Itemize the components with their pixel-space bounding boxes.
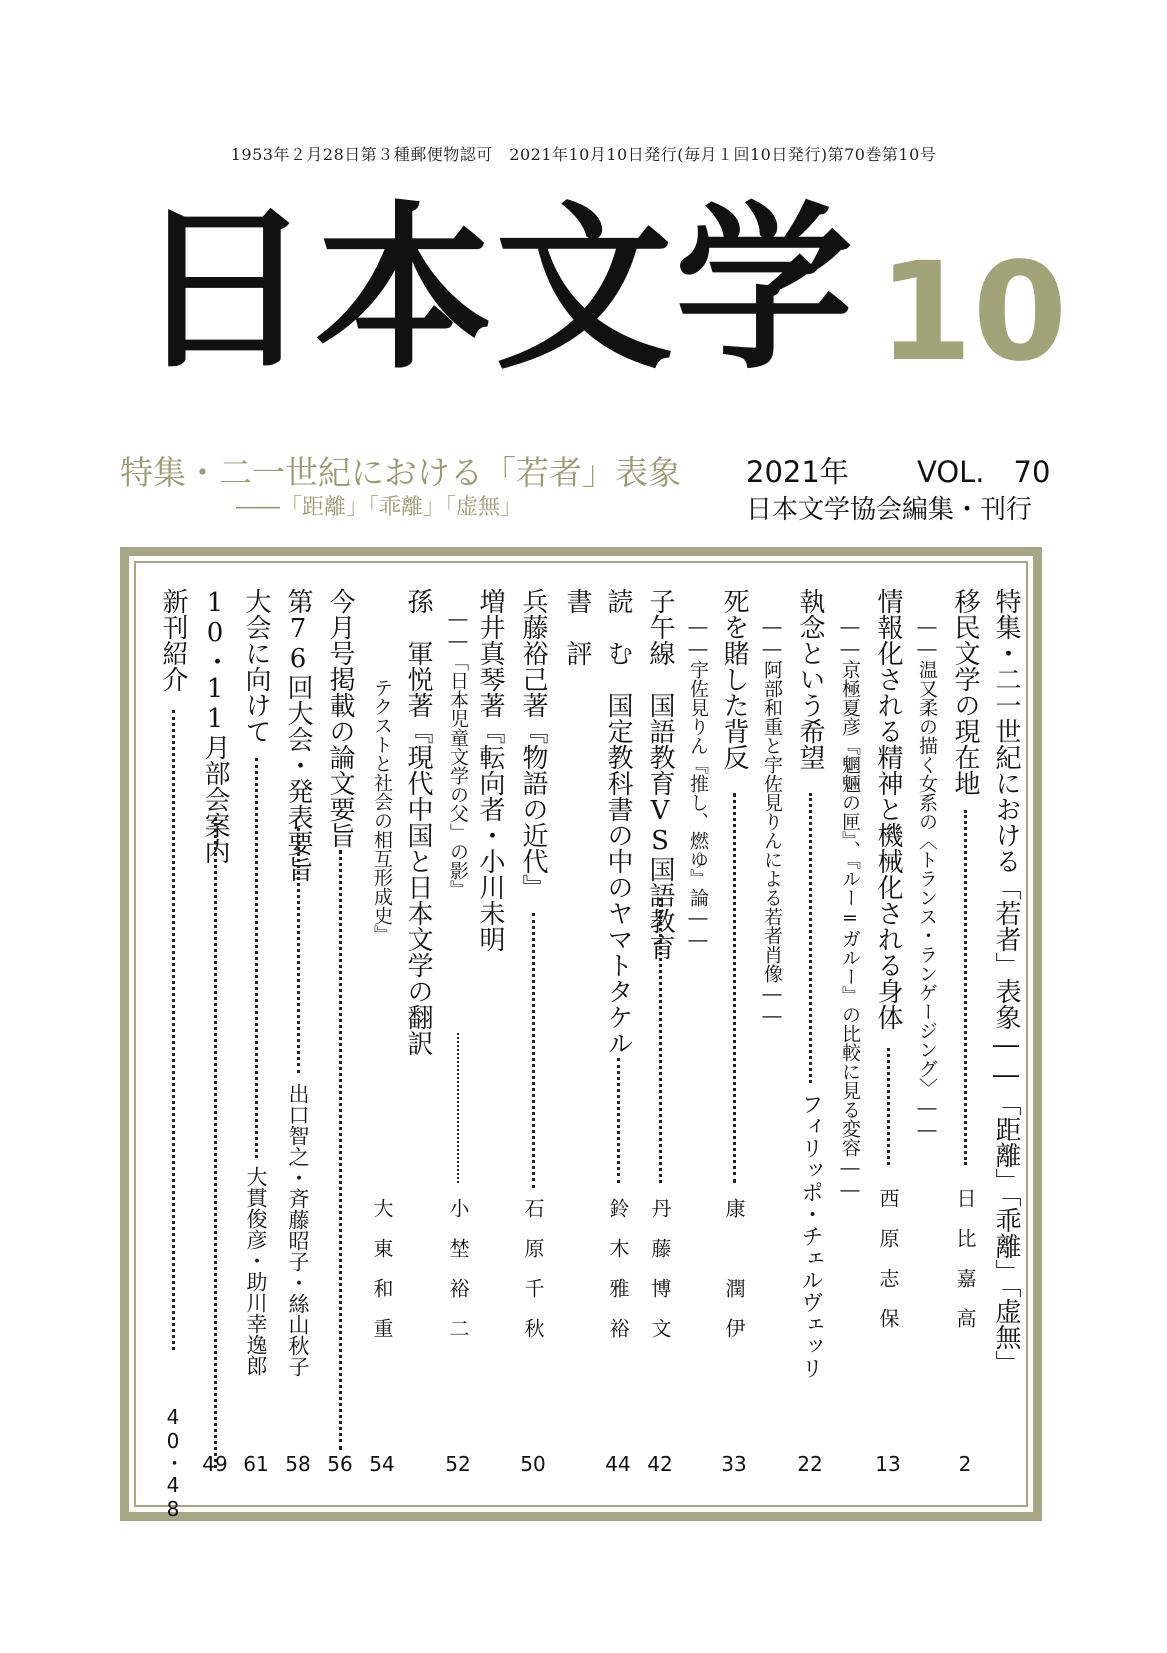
- toc-entry-author: 出口智之・斉藤昭子・絲山秋子: [286, 1083, 310, 1377]
- toc-entry-subtitle-text: ――「日本児童文学の父」の影』: [447, 608, 469, 899]
- toc-entry-subtitle-text: ――宇佐見りん『推し、燃ゆ』論――: [687, 616, 709, 951]
- toc-entry-author: 日 比 嘉 高: [953, 1188, 977, 1328]
- toc-entry-page: 44: [605, 1452, 631, 1476]
- toc-entry-author: 小 埜 裕 二: [446, 1198, 470, 1338]
- leader-dots: [532, 913, 535, 1188]
- toc-entry-page: 13: [875, 1452, 901, 1476]
- toc-entry[interactable]: [598, 588, 638, 1478]
- toc-entry-subtitle-text: ――阿部和重と宇佐見りんによる若者肖像――: [761, 616, 783, 1027]
- journal-title: 日本文学: [135, 184, 855, 393]
- toc-entry-title: 新刊紹介: [158, 588, 188, 692]
- leader-dots: [172, 710, 175, 1350]
- toc-entry-page: [153, 1405, 193, 1525]
- publication-year: 2021年: [746, 455, 849, 489]
- toc-section-title: 書 評: [562, 588, 592, 666]
- toc-entry-title: 特集・二一世紀における「若者」表象――「距離」「乖離」「虚無」: [991, 588, 1021, 1376]
- toc-entry-page: 58: [285, 1452, 311, 1476]
- toc-entry-subtitle: [752, 588, 792, 1478]
- toc-entry-author: 康 潤 伊: [722, 1198, 746, 1338]
- toc-entry-page: 61: [243, 1452, 269, 1476]
- leader-dots: [809, 793, 812, 1083]
- toc-entry-author: 丹 藤 博 文: [648, 1198, 672, 1338]
- leader-dots: [255, 758, 258, 1158]
- toc-entry[interactable]: [153, 588, 193, 1478]
- toc-entry-title: 大会に向けて: [241, 588, 271, 744]
- issue-number: 10: [878, 234, 1068, 392]
- toc-entry-title: 移民文学の現在地: [950, 588, 980, 796]
- toc-entry-title: 増井真琴著『転向者・小川未明: [475, 588, 505, 952]
- toc-entry-page: 49: [202, 1452, 228, 1476]
- toc-entry[interactable]: [195, 588, 235, 1478]
- feature-title: 特集・二一世紀における「若者」表象: [120, 453, 681, 492]
- toc-entry-author: 石 原 千 秋: [521, 1198, 545, 1338]
- volume-number: VOL. 70: [917, 455, 1051, 489]
- toc-entry-title: 読 む 国定教科書の中のヤマトタケル: [603, 588, 633, 1056]
- toc-entry-title: 死を賭した背反: [719, 588, 749, 770]
- toc-entry-page: 33: [721, 1452, 747, 1476]
- toc-entry-subtitle: [678, 588, 718, 1478]
- leader-dots: [964, 810, 967, 1165]
- toc-entry[interactable]: [714, 588, 754, 1478]
- toc-entry-title: 子午線 国語教育VS国語教育: [645, 588, 675, 960]
- toc-entry-subtitle: [907, 588, 947, 1478]
- toc-entry-subtitle-text: ――京極夏彦『魍魎の匣』、『ルー=ガルー』の比較に見る変容――: [839, 616, 861, 1201]
- toc-entry[interactable]: [278, 588, 318, 1478]
- toc-entry[interactable]: [513, 588, 553, 1478]
- toc-entry-title: 今月号掲載の論文要旨: [325, 588, 355, 848]
- toc-entry-page: 22: [797, 1452, 823, 1476]
- leader-dots: [617, 1058, 620, 1183]
- toc-entry-feature-heading[interactable]: [986, 588, 1026, 1478]
- toc-entry-author: フィリッポ・チェルヴェッリ: [798, 1093, 823, 1379]
- toc-entry-subtitle-text: ――温又柔の描く女系の〈トランス・ランゲージング〉――: [916, 616, 938, 1141]
- toc-entry[interactable]: [320, 588, 360, 1478]
- feature-subtitle: ――「距離」「乖離」「虚無」: [236, 495, 523, 520]
- leader-dots: [733, 793, 736, 1183]
- postal-notice: 1953年２月28日第３種郵便物認可 2021年10月10日発行(毎月１回10日発行)第70巻第10号: [230, 145, 937, 164]
- toc-entry-page: 56: [327, 1452, 353, 1476]
- leader-dots: [659, 898, 662, 1183]
- toc-section-heading: [557, 588, 597, 1478]
- toc-entry-title: 孫 軍悦著『現代中国と日本文学の翻訳: [403, 588, 433, 1056]
- toc-entry[interactable]: [236, 588, 276, 1478]
- toc-entry-page-text: 40・48: [161, 1405, 185, 1521]
- toc-entry[interactable]: [438, 588, 478, 1478]
- toc-entry-page: 42: [647, 1452, 673, 1476]
- leader-dots: [339, 850, 342, 1450]
- toc-entry-subtitle: [830, 588, 870, 1478]
- leader-dots: [214, 818, 217, 1468]
- toc-entry-page: 54: [369, 1452, 395, 1476]
- toc-entry[interactable]: [640, 588, 680, 1478]
- toc-entry-author: 大貫俊彦・助川幸逸郎: [244, 1166, 268, 1376]
- toc-entry-page: 50: [520, 1452, 546, 1476]
- toc-entry-subtitle-text: テクストと社会の相互形成史』: [371, 678, 393, 944]
- toc-entry-page: 52: [445, 1452, 471, 1476]
- toc-entry-title: 情報化される精神と機械化される身体: [873, 588, 903, 1030]
- toc-entry-title: 第76回大会・発表要旨: [283, 588, 313, 882]
- toc-entry-page: 2: [958, 1452, 972, 1476]
- toc-entry[interactable]: [945, 588, 985, 1478]
- toc-entry-title: 執念という希望: [795, 588, 825, 770]
- toc-entry-title: 10・11月部会案内: [200, 588, 230, 864]
- toc-entry[interactable]: [790, 588, 830, 1478]
- toc-entry-author: 鈴 木 雅 裕: [606, 1198, 630, 1338]
- toc-entry[interactable]: [868, 588, 908, 1478]
- toc-entry-author: 西 原 志 保: [876, 1188, 900, 1328]
- publisher: 日本文学協会編集・刊行: [746, 495, 1033, 525]
- toc-entry[interactable]: [362, 588, 402, 1478]
- toc-entry-author: 大 東 和 重: [370, 1198, 394, 1338]
- toc-entry-title: 兵藤裕己著『物語の近代』: [518, 588, 548, 900]
- leader-dots: [297, 828, 300, 1073]
- leader-dots: [887, 1048, 890, 1165]
- toc-entry[interactable]: [398, 588, 438, 1478]
- leader-dots: [457, 1033, 459, 1183]
